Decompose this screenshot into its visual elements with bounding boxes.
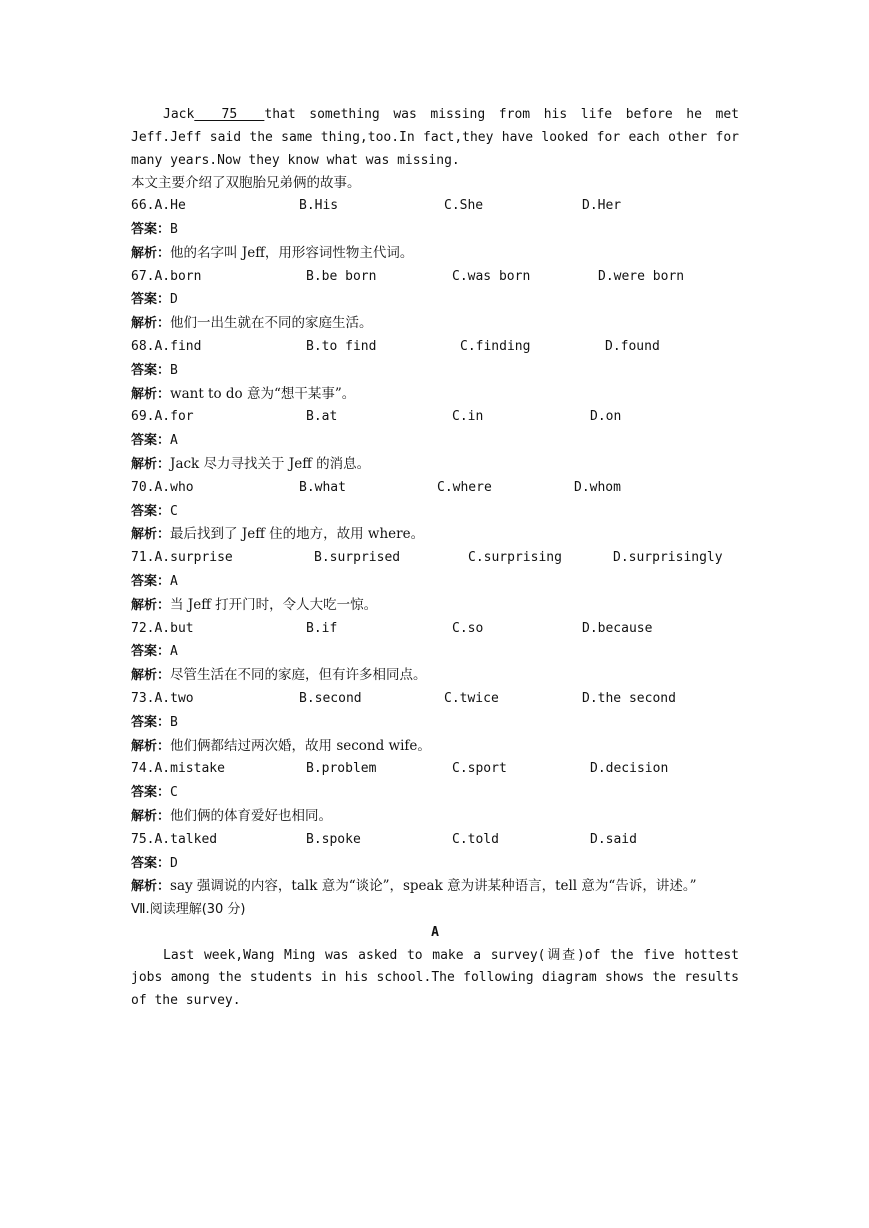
question-options [131,618,739,641]
answer-value: A [170,644,178,660]
analysis-line: 解析：他们俩都结过两次婚，故用 second wife。 [131,737,431,754]
question-list [131,195,739,899]
option-c: C.finding [460,338,531,354]
option-a: 71.A.surprise [131,550,233,566]
answer-value: B [170,714,178,730]
question-options [131,829,739,852]
analysis-label: 解析 [131,668,158,684]
answer-line: 答案：C [131,503,178,519]
analysis-label: 解析 [131,386,158,402]
option-d: D.were born [598,268,685,284]
analysis-line: 解析：want to do 意为“想干某事”。 [131,385,356,402]
analysis-line: 解析：他的名字叫 Jeff，用形容词性物主代词。 [131,244,414,261]
question-options [131,758,739,781]
option-b: B.spoke [306,831,361,847]
answer-line: 答案：A [131,644,178,660]
option-c: C.so [452,620,484,636]
analysis-line: 解析：最后找到了 Jeff 住的地方，故用 where。 [131,526,425,543]
option-a: 70.A.who [131,479,194,495]
answer-value: D [170,855,178,871]
question-options [131,266,739,289]
answer-label: 答案 [131,221,158,237]
question-options [131,688,739,711]
option-b: B.what [299,479,346,495]
reading-passage: Last week,Wang Ming was asked to make a survey(调查)of the five hottest jobs among the students in his school.The following diagram shows the results of the survey. [131,947,739,1009]
question-options [131,336,739,359]
analysis-label: 解析 [131,316,158,332]
answer-line: 答案：D [131,292,178,308]
option-c: C.surprising [468,550,562,566]
analysis-label: 解析 [131,245,158,261]
option-d: D.the second [582,690,676,706]
answer-line: 答案：B [131,714,178,730]
option-c: C.twice [444,690,499,706]
section-heading: Ⅶ.阅读理解(30 分) [131,902,246,918]
option-a: 72.A.but [131,620,194,636]
analysis-label: 解析 [131,738,158,754]
analysis-label: 解析 [131,879,158,895]
option-c: C.sport [452,761,507,777]
option-c: C.was born [452,268,531,284]
option-d: D.because [582,620,653,636]
option-a: 73.A.two [131,690,194,706]
option-c: C.in [452,409,484,425]
answer-value: B [170,221,178,237]
jack-prefix: Jack [163,107,195,122]
option-a: 68.A.find [131,338,202,354]
answer-label: 答案 [131,644,158,660]
answer-line: 答案：A [131,573,178,589]
analysis-text: 他的名字叫 Jeff，用形容词性物主代词。 [170,244,414,261]
analysis-label: 解析 [131,527,158,543]
answer-label: 答案 [131,573,158,589]
option-b: B.problem [306,761,377,777]
analysis-line: 解析：say 强调说的内容，talk 意为“谈论”，speak 意为讲某种语言，tell 意为“告诉，讲述。” [131,878,697,895]
analysis-text: 尽管生活在不同的家庭，但有许多相同点。 [170,667,427,684]
analysis-label: 解析 [131,456,158,472]
part-title: A [431,924,439,940]
intro-rest: that something was missing from his life before he met Jeff.Jeff said the same thing,too.In fact,they have looked for each other for many years.Now they know what was missing. [131,107,739,168]
option-d: D.decision [590,761,669,777]
option-b: B.His [299,198,339,214]
analysis-text: 他们俩的体育爱好也相同。 [170,807,333,824]
answer-label: 答案 [131,503,158,519]
option-c: C.told [452,831,499,847]
answer-label: 答案 [131,785,158,801]
answer-value: A [170,573,178,589]
option-a: 67.A.born [131,268,202,284]
option-d: D.on [590,409,622,425]
answer-line: 答案：B [131,221,178,237]
answer-value: C [170,785,178,801]
option-b: B.if [306,620,338,636]
analysis-text: want to do 意为“想干某事”。 [170,385,356,402]
analysis-line: 解析：Jack 尽力寻找关于 Jeff 的消息。 [131,455,371,472]
option-b: B.at [306,409,338,425]
question-options [131,406,739,429]
option-d: D.surprisingly [613,550,723,566]
analysis-label: 解析 [131,597,158,613]
analysis-text: 他们俩都结过两次婚，故用 second wife。 [170,737,431,754]
analysis-line: 解析：尽管生活在不同的家庭，但有许多相同点。 [131,667,427,684]
analysis-text: 他们一出生就在不同的家庭生活。 [170,315,373,332]
answer-label: 答案 [131,362,158,378]
intro-paragraph [131,104,739,172]
document-page [131,104,739,1013]
option-a: 75.A.talked [131,831,218,847]
answer-label: 答案 [131,714,158,730]
analysis-line: 解析：当 Jeff 打开门时，令人大吃一惊。 [131,596,378,613]
option-a: 69.A.for [131,409,194,425]
option-d: D.whom [574,479,621,495]
analysis-line: 解析：他们俩的体育爱好也相同。 [131,807,333,824]
option-d: D.Her [582,198,622,214]
summary-text: 本文主要介绍了双胞胎兄弟俩的故事。 [131,175,361,192]
option-c: C.where [437,479,492,495]
option-b: B.second [299,690,362,706]
answer-value: A [170,433,178,449]
answer-value: B [170,362,178,378]
analysis-text: 当 Jeff 打开门时，令人大吃一惊。 [170,596,378,613]
option-b: B.be born [306,268,377,284]
option-a: 66.A.He [131,198,186,214]
answer-line: 答案：C [131,785,178,801]
option-a: 74.A.mistake [131,761,225,777]
question-options [131,547,739,570]
answer-line: 答案：A [131,433,178,449]
answer-label: 答案 [131,292,158,308]
analysis-text: say 强调说的内容，talk 意为“谈论”，speak 意为讲某种语言，tell 意为“告诉，讲述。” [170,878,697,895]
option-d: D.found [605,338,660,354]
option-d: D.said [590,831,637,847]
analysis-label: 解析 [131,808,158,824]
blank-75: 75 [194,107,265,122]
option-c: C.She [444,198,484,214]
answer-value: D [170,292,178,308]
answer-label: 答案 [131,433,158,449]
answer-line: 答案：B [131,362,178,378]
analysis-text: 最后找到了 Jeff 住的地方，故用 where。 [170,526,425,543]
option-b: B.to find [306,338,377,354]
answer-line: 答案：D [131,855,178,871]
question-options [131,195,739,218]
analysis-line: 解析：他们一出生就在不同的家庭生活。 [131,315,373,332]
option-b: B.surprised [314,550,401,566]
analysis-text: Jack 尽力寻找关于 Jeff 的消息。 [170,455,371,472]
answer-label: 答案 [131,855,158,871]
question-options [131,477,739,500]
answer-value: C [170,503,178,519]
